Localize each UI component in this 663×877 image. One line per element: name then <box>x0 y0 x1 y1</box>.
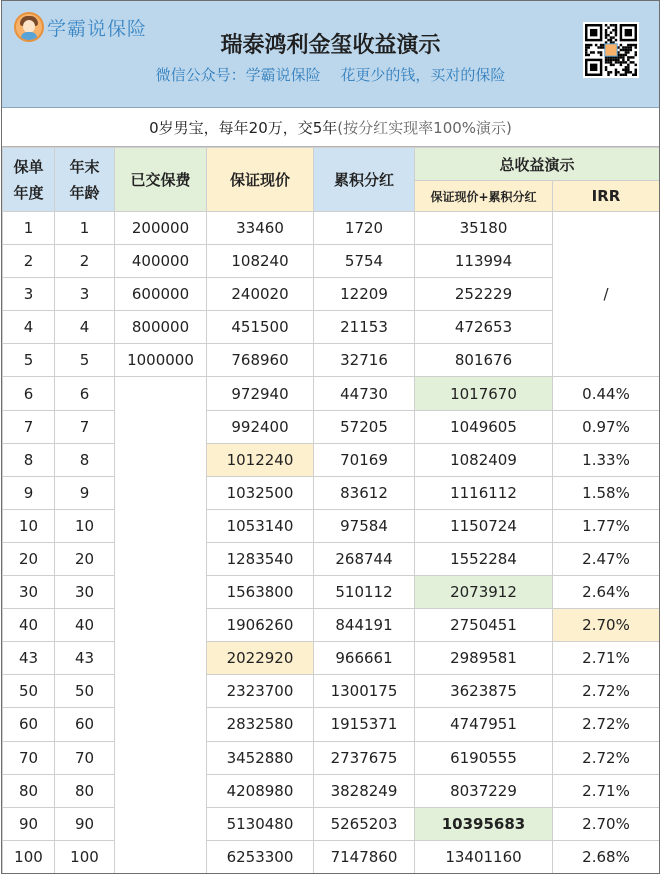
cell-dividend: 1720 <box>314 212 415 245</box>
cell-age: 50 <box>55 675 115 708</box>
cell-paid-empty <box>115 377 207 873</box>
cell-year: 6 <box>3 377 55 410</box>
table-row <box>3 509 660 542</box>
cell-irr: 2.47% <box>553 542 660 575</box>
table-row <box>3 741 660 774</box>
cell-age: 43 <box>55 642 115 675</box>
cell-cash: 2323700 <box>207 675 314 708</box>
cell-total: 10395683 <box>415 807 553 840</box>
cell-year: 3 <box>3 278 55 311</box>
cell-cash: 1053140 <box>207 509 314 542</box>
cell-paid: 1000000 <box>115 344 207 377</box>
cell-total: 1552284 <box>415 542 553 575</box>
cell-total: 2989581 <box>415 642 553 675</box>
table-row <box>3 377 660 410</box>
cell-age: 8 <box>55 443 115 476</box>
cell-age: 5 <box>55 344 115 377</box>
cell-year: 4 <box>3 311 55 344</box>
table-body <box>3 212 660 874</box>
scenario-note: (按分红实现率100%演示) <box>337 118 512 137</box>
cell-cash: 1283540 <box>207 542 314 575</box>
cell-total: 1082409 <box>415 443 553 476</box>
cell-year: 10 <box>3 509 55 542</box>
cell-cash: 108240 <box>207 245 314 278</box>
cell-age: 40 <box>55 609 115 642</box>
cell-year: 90 <box>3 807 55 840</box>
cell-dividend: 7147860 <box>314 840 415 873</box>
cell-age: 2 <box>55 245 115 278</box>
cell-age: 80 <box>55 774 115 807</box>
cell-total: 252229 <box>415 278 553 311</box>
cell-irr: 2.71% <box>553 642 660 675</box>
cell-irr: 2.70% <box>553 807 660 840</box>
scenario-description <box>2 108 659 147</box>
cell-total: 8037229 <box>415 774 553 807</box>
table-row <box>3 840 660 873</box>
table-row <box>3 542 660 575</box>
cell-age: 90 <box>55 807 115 840</box>
col-header-cash: 保证现价 <box>207 148 314 212</box>
cell-dividend: 1300175 <box>314 675 415 708</box>
col-header-total-group: 总收益演示 <box>415 148 660 181</box>
cell-age: 20 <box>55 542 115 575</box>
cell-dividend: 966661 <box>314 642 415 675</box>
cell-irr: 2.70% <box>553 609 660 642</box>
cell-total: 35180 <box>415 212 553 245</box>
cell-year: 30 <box>3 576 55 609</box>
table-row <box>3 642 660 675</box>
table-row <box>3 212 660 245</box>
cell-irr: 1.33% <box>553 443 660 476</box>
cell-total: 6190555 <box>415 741 553 774</box>
table-row <box>3 708 660 741</box>
cell-age: 10 <box>55 509 115 542</box>
cell-dividend: 97584 <box>314 509 415 542</box>
cell-cash: 3452880 <box>207 741 314 774</box>
cell-total: 1150724 <box>415 509 553 542</box>
cell-dividend: 5265203 <box>314 807 415 840</box>
cell-cash: 6253300 <box>207 840 314 873</box>
cell-dividend: 5754 <box>314 245 415 278</box>
cell-age: 100 <box>55 840 115 873</box>
cell-irr: 2.72% <box>553 675 660 708</box>
page-title: 瑞泰鸿利金玺收益演示 <box>220 33 441 58</box>
cell-total: 1049605 <box>415 410 553 443</box>
cell-cash: 240020 <box>207 278 314 311</box>
cell-total: 801676 <box>415 344 553 377</box>
cell-age: 70 <box>55 741 115 774</box>
cell-year: 8 <box>3 443 55 476</box>
cell-dividend: 268744 <box>314 542 415 575</box>
cell-dividend: 44730 <box>314 377 415 410</box>
cell-dividend: 32716 <box>314 344 415 377</box>
cell-dividend: 3828249 <box>314 774 415 807</box>
col-header-total: 保证现价+累积分红 <box>415 181 553 212</box>
cell-year: 70 <box>3 741 55 774</box>
cell-total: 2750451 <box>415 609 553 642</box>
cell-year: 100 <box>3 840 55 873</box>
cell-irr-na: / <box>553 212 660 377</box>
cell-cash: 33460 <box>207 212 314 245</box>
cell-year: 43 <box>3 642 55 675</box>
cell-dividend: 70169 <box>314 443 415 476</box>
cell-irr: 2.64% <box>553 576 660 609</box>
cell-total: 113994 <box>415 245 553 278</box>
cell-total: 2073912 <box>415 576 553 609</box>
cell-paid: 400000 <box>115 245 207 278</box>
cell-total: 4747951 <box>415 708 553 741</box>
cell-irr: 1.77% <box>553 509 660 542</box>
cell-dividend: 83612 <box>314 476 415 509</box>
cell-age: 7 <box>55 410 115 443</box>
table-row <box>3 774 660 807</box>
cell-year: 7 <box>3 410 55 443</box>
scenario-main: 0岁男宝，每年20万，交5年 <box>149 118 338 137</box>
qr-code-icon <box>583 22 639 78</box>
table-row <box>3 410 660 443</box>
col-header-dividend: 累积分红 <box>314 148 415 212</box>
cell-dividend: 1915371 <box>314 708 415 741</box>
cell-dividend: 510112 <box>314 576 415 609</box>
col-header-year: 保单年度 <box>3 148 55 212</box>
cell-total: 1017670 <box>415 377 553 410</box>
cell-irr: 0.97% <box>553 410 660 443</box>
page-subtitle: 微信公众号：学霸说保险 花更少的钱，买对的保险 <box>155 66 506 84</box>
cell-cash: 1032500 <box>207 476 314 509</box>
cell-total: 1116112 <box>415 476 553 509</box>
cell-dividend: 21153 <box>314 311 415 344</box>
cell-dividend: 844191 <box>314 609 415 642</box>
cell-age: 9 <box>55 476 115 509</box>
cell-irr: 2.72% <box>553 741 660 774</box>
table-row <box>3 609 660 642</box>
cell-year: 1 <box>3 212 55 245</box>
cell-cash: 1012240 <box>207 443 314 476</box>
cell-total: 472653 <box>415 311 553 344</box>
benefit-table <box>2 147 660 874</box>
cell-irr: 2.71% <box>553 774 660 807</box>
table-row <box>3 807 660 840</box>
cell-dividend: 12209 <box>314 278 415 311</box>
brand-name: 学霸说保险 <box>47 17 148 40</box>
cell-paid: 800000 <box>115 311 207 344</box>
cell-age: 4 <box>55 311 115 344</box>
cell-age: 60 <box>55 708 115 741</box>
col-header-age: 年末年龄 <box>55 148 115 212</box>
cell-year: 80 <box>3 774 55 807</box>
col-header-irr: IRR <box>553 181 660 212</box>
cell-dividend: 57205 <box>314 410 415 443</box>
cell-cash: 2022920 <box>207 642 314 675</box>
cell-age: 30 <box>55 576 115 609</box>
cell-year: 5 <box>3 344 55 377</box>
cell-irr: 2.68% <box>553 840 660 873</box>
cell-irr: 1.58% <box>553 476 660 509</box>
cell-cash: 451500 <box>207 311 314 344</box>
cell-total: 3623875 <box>415 675 553 708</box>
cell-cash: 992400 <box>207 410 314 443</box>
cell-cash: 5130480 <box>207 807 314 840</box>
table-row <box>3 576 660 609</box>
cell-age: 1 <box>55 212 115 245</box>
cell-cash: 1563800 <box>207 576 314 609</box>
cell-year: 50 <box>3 675 55 708</box>
header-banner <box>2 1 659 108</box>
table-row <box>3 675 660 708</box>
cell-cash: 768960 <box>207 344 314 377</box>
cell-cash: 4208980 <box>207 774 314 807</box>
col-header-paid: 已交保费 <box>115 148 207 212</box>
cell-total: 13401160 <box>415 840 553 873</box>
cell-irr: 0.44% <box>553 377 660 410</box>
cell-year: 40 <box>3 609 55 642</box>
cell-year: 2 <box>3 245 55 278</box>
cell-irr: 2.72% <box>553 708 660 741</box>
cell-cash: 972940 <box>207 377 314 410</box>
cell-dividend: 2737675 <box>314 741 415 774</box>
cell-year: 20 <box>3 542 55 575</box>
page-frame <box>1 0 660 874</box>
cell-year: 9 <box>3 476 55 509</box>
cell-cash: 2832580 <box>207 708 314 741</box>
cell-age: 3 <box>55 278 115 311</box>
cell-paid: 200000 <box>115 212 207 245</box>
cell-year: 60 <box>3 708 55 741</box>
cell-cash: 1906260 <box>207 609 314 642</box>
cell-paid: 600000 <box>115 278 207 311</box>
cell-age: 6 <box>55 377 115 410</box>
table-row <box>3 443 660 476</box>
table-row <box>3 476 660 509</box>
